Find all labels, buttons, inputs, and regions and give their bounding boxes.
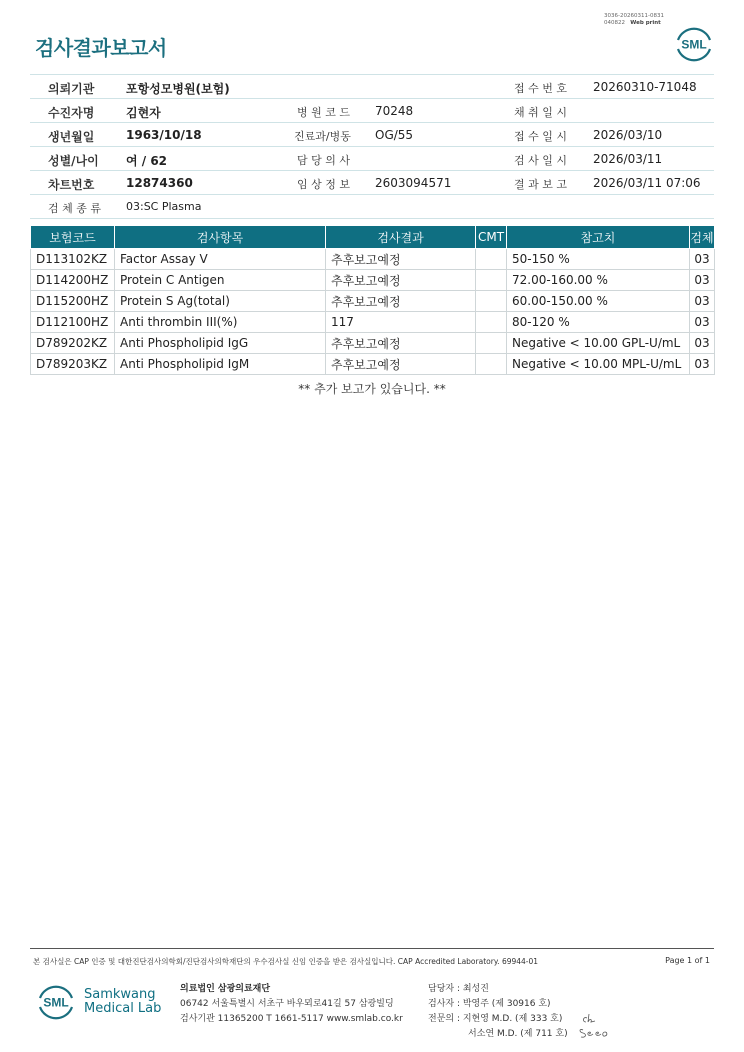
print-mode: Web print [630,20,661,26]
insurance-code-cell: D113102KZ [31,249,115,270]
sml-logo-icon [674,24,714,64]
document-title: 검사결과보고서 [35,36,167,60]
cmt-cell [476,354,507,375]
report-date-value: 2026/03/11 07:06 [593,176,701,190]
reference-cell: 80-120 % [507,312,690,333]
table-row [31,333,715,354]
print-id [604,13,664,27]
sex-age-label: 성별/나이 [48,154,99,168]
results-header-row [31,226,715,249]
clinical-info-label: 임 상 정 보 [297,178,350,191]
table-row [31,312,715,333]
specimen-cell: 03 [690,333,715,354]
certification-text: 본 검사실은 CAP 인증 및 대한진단검사의학회/진단검사의학재단의 우수검사실 신임 인증을 받은 검사실입니다. CAP Accredited Laboratory. 69944-01 [33,957,539,966]
insurance-code-cell: D789202KZ [31,333,115,354]
dob-label: 생년월일 [48,130,95,144]
info-row [30,171,714,195]
receipt-no-label: 접 수 번 호 [514,82,567,95]
test-item-cell: Anti Phospholipid IgM [115,354,326,375]
test-item-cell: Protein C Antigen [115,270,326,291]
clinical-info-value: 2603094571 [375,176,452,190]
logo-text: SML [43,995,69,1010]
reference-cell: 72.00-160.00 % [507,270,690,291]
additional-report-note: ** 추가 보고가 있습니다. ** [298,382,446,396]
result-cell: 추후보고예정 [326,249,476,270]
table-row [31,291,715,312]
institution-value: 포항성모병원(보험) [126,82,230,96]
logo-text: SML [681,37,707,52]
receipt-no-value: 20260310-71048 [593,80,697,94]
table-row [31,354,715,375]
cmt-cell [476,270,507,291]
name-value: 김현자 [126,106,161,120]
specimen-cell: 03 [690,249,715,270]
sml-logo-icon [36,982,76,1022]
reference-cell: Negative < 10.00 GPL-U/mL [507,333,690,354]
info-row [30,74,714,99]
sex-age-value: 여 / 62 [126,154,168,168]
page-number: Page 1 of 1 [665,956,710,965]
doctor-label: 담 당 의 사 [297,154,350,167]
result-cell: 117 [326,312,476,333]
specimen-cell: 03 [690,270,715,291]
insurance-code-cell: D115200HZ [31,291,115,312]
org-name: 의료법인 삼광의료재단 [180,984,271,994]
result-cell: 추후보고예정 [326,291,476,312]
staff-info [428,982,568,1042]
print-id-line2: 040822 [604,20,625,26]
cmt-cell [476,291,507,312]
column-header: CMT [476,226,507,249]
reference-cell: Negative < 10.00 MPL-U/mL [507,354,690,375]
report-date-label: 결 과 보 고 [514,178,567,191]
table-row [31,249,715,270]
patient-info [30,74,714,219]
receipt-date-value: 2026/03/10 [593,128,663,142]
column-header: 검체 [690,226,715,249]
info-row [30,147,714,171]
reference-cell: 50-150 % [507,249,690,270]
column-header: 보험코드 [31,226,115,249]
hospital-code-value: 70248 [375,104,414,118]
hospital-code-label: 병 원 코 드 [297,106,350,119]
dob-value: 1963/10/18 [126,128,202,142]
result-cell: 추후보고예정 [326,333,476,354]
info-row [30,195,714,219]
table-row [31,270,715,291]
test-item-cell: Anti thrombin III(%) [115,312,326,333]
specimen-cell: 03 [690,291,715,312]
collection-date-label: 채 취 일 시 [514,106,567,119]
dept-value: OG/55 [375,128,414,142]
info-row [30,123,714,147]
staff-line: 전문의 : 지현영 M.D. (제 333 호) [428,1014,563,1024]
reference-cell: 60.00-150.00 % [507,291,690,312]
signature-image [577,1010,613,1040]
org-address: 06742 서울특별시 서초구 바우뫼로41길 57 삼광빌딩 [180,999,394,1009]
staff-line: 담당자 : 최성진 [428,984,489,994]
brand-line1: Samkwang [84,987,156,1002]
cmt-cell [476,312,507,333]
column-header: 검사항목 [115,226,326,249]
cmt-cell [476,333,507,354]
test-item-cell: Protein S Ag(total) [115,291,326,312]
receipt-date-label: 접 수 일 시 [514,130,567,143]
test-item-cell: Factor Assay V [115,249,326,270]
specimen-label: 검 체 종 류 [48,202,101,215]
result-cell: 추후보고예정 [326,354,476,375]
institution-label: 의뢰기관 [48,82,95,96]
insurance-code-cell: D114200HZ [31,270,115,291]
test-date-value: 2026/03/11 [593,152,663,166]
chart-no-value: 12874360 [126,176,193,190]
organization-info [180,982,403,1027]
staff-line: 서소연 M.D. (제 711 호) [428,1029,568,1039]
dept-label: 진료과/병동 [294,130,351,143]
specimen-cell: 03 [690,354,715,375]
specimen-cell: 03 [690,312,715,333]
print-id-line1: 3036-20260311-0831 [604,13,664,19]
info-row [30,99,714,123]
name-label: 수진자명 [48,106,95,120]
column-header: 참고치 [507,226,690,249]
chart-no-label: 차트번호 [48,178,95,192]
brand-name [84,988,161,1016]
test-date-label: 검 사 일 시 [514,154,567,167]
insurance-code-cell: D789203KZ [31,354,115,375]
column-header: 검사결과 [326,226,476,249]
footer-divider [30,948,714,949]
cmt-cell [476,249,507,270]
brand-line2: Medical Lab [84,1001,162,1016]
insurance-code-cell: D112100HZ [31,312,115,333]
org-contact: 검사기관 11365200 T 1661-5117 www.smlab.co.kr [180,1014,403,1024]
result-cell: 추후보고예정 [326,270,476,291]
specimen-value: 03:SC Plasma [126,200,202,213]
staff-line: 검사자 : 박영주 (제 30916 호) [428,999,551,1009]
test-item-cell: Anti Phospholipid IgG [115,333,326,354]
results-table [30,225,715,375]
